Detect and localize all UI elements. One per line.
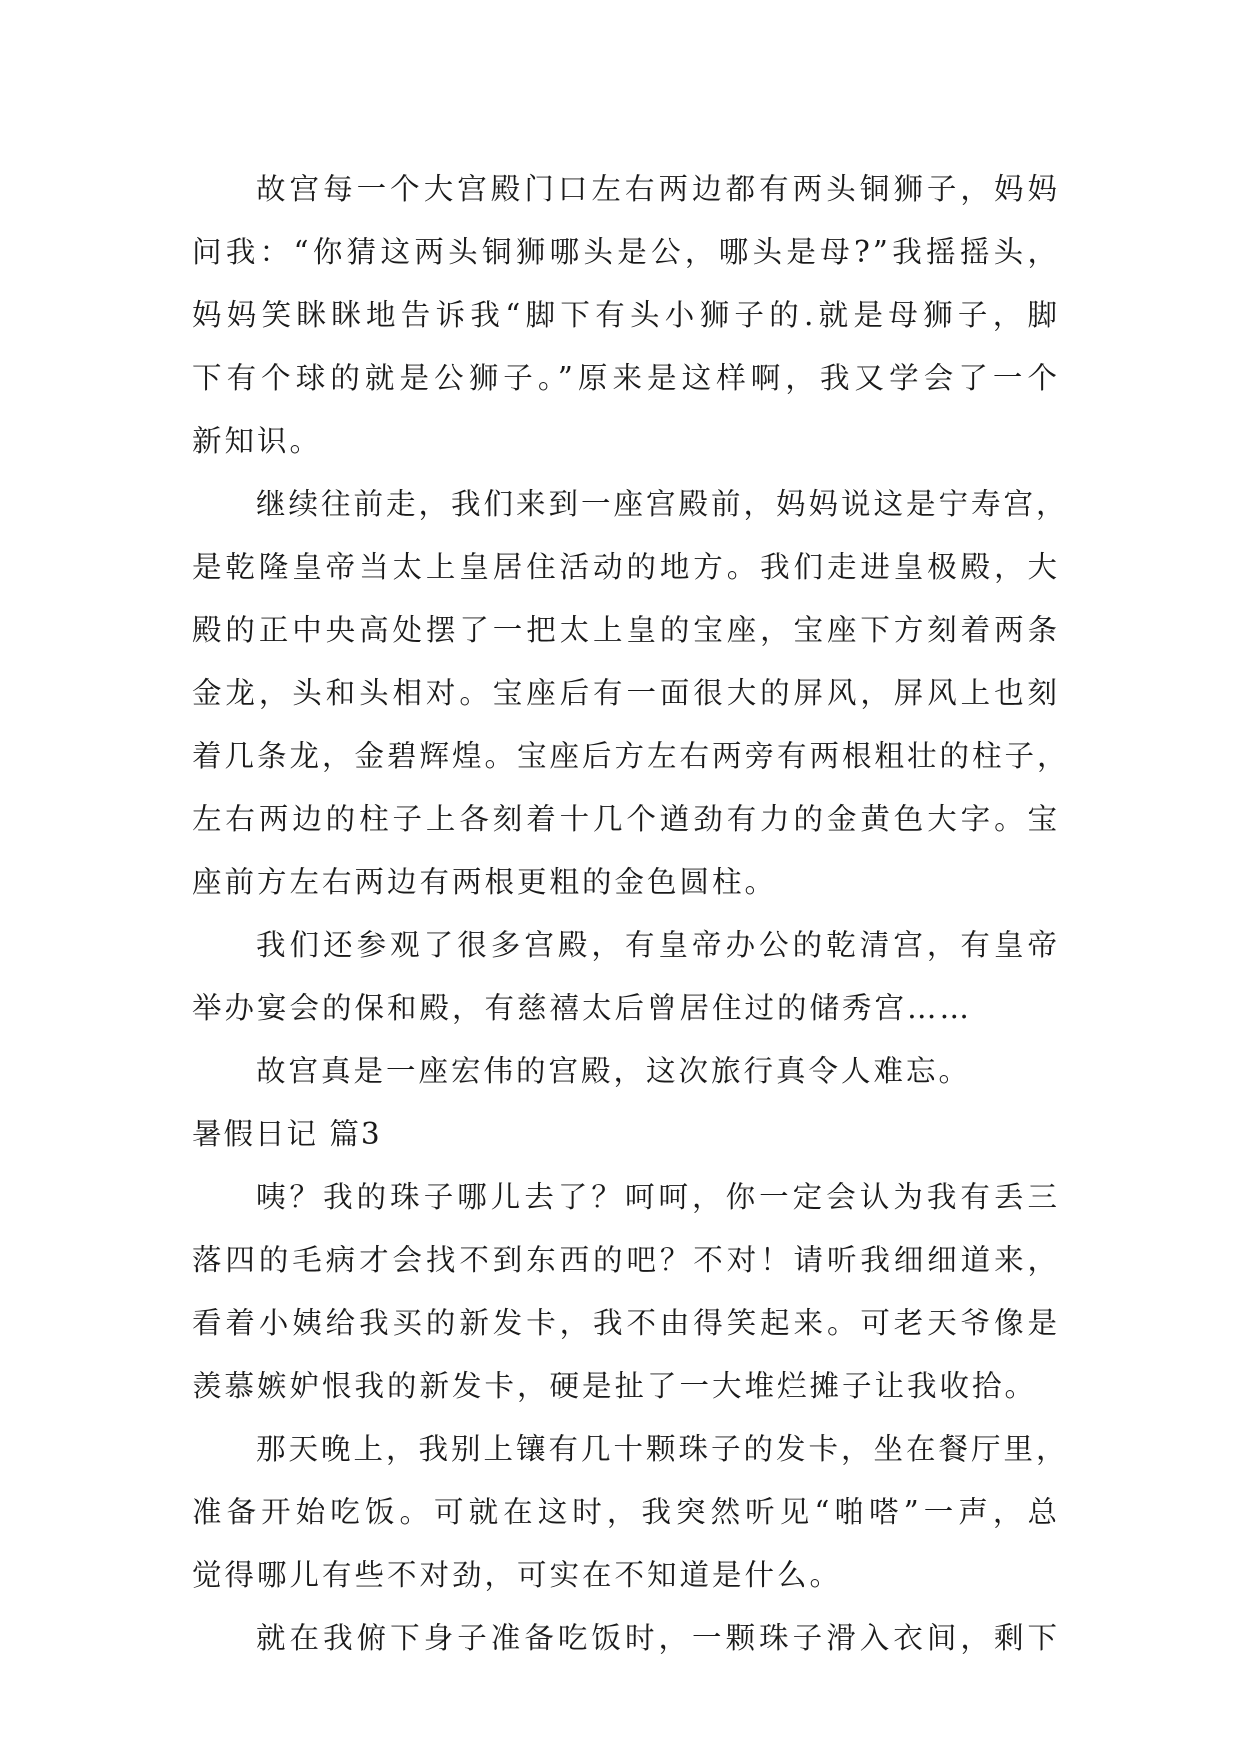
paragraph (192, 1166, 1060, 1418)
paragraph (192, 158, 1060, 473)
paragraph (192, 1418, 1069, 1607)
text-line: 是乾隆皇帝当太上皇居住活动的地方。我们走进皇极殿，大 (192, 550, 1060, 584)
paragraph (192, 1040, 1060, 1103)
text-line: 那天晚上，我别上镶有几十颗珠子的发卡，坐在餐厅里， (256, 1432, 1069, 1466)
text-line: 下有个球的就是公狮子。”原来是这样啊，我又学会了一个 (192, 361, 1060, 395)
text-line: 我们还参观了很多宫殿，有皇帝办公的乾清宫，有皇帝 (256, 928, 1060, 962)
section-heading: 暑假日记 篇3 (192, 1117, 382, 1151)
text-line: 继续往前走，我们来到一座宫殿前，妈妈说这是宁寿宫， (256, 487, 1069, 521)
document-body (192, 158, 1070, 1670)
paragraph (192, 914, 1060, 1040)
text-line: 故宫每一个大宫殿门口左右两边都有两头铜狮子，妈妈 (256, 172, 1060, 206)
text-line: 落四的毛病才会找不到东西的吧？不对！请听我细细道来， (192, 1243, 1060, 1277)
text-line: 觉得哪儿有些不对劲，可实在不知道是什么。 (192, 1558, 843, 1592)
text-line: 金龙，头和头相对。宝座后有一面很大的屏风，屏风上也刻 (192, 676, 1060, 710)
text-line: 就在我俯下身子准备吃饭时，一颗珠子滑入衣间，剩下 (256, 1621, 1060, 1655)
text-line: 殿的正中央高处摆了一把太上皇的宝座，宝座下方刻着两条 (192, 613, 1060, 647)
text-line: 着几条龙，金碧辉煌。宝座后方左右两旁有两根粗壮的柱子， (192, 739, 1070, 773)
text-line: 举办宴会的保和殿，有慈禧太后曾居住过的储秀宫…… (192, 991, 973, 1025)
text-line: 羡慕嫉妒恨我的新发卡，硬是扯了一大堆烂摊子让我收拾。 (192, 1369, 1038, 1403)
text-line: 故宫真是一座宏伟的宫殿，这次旅行真令人难忘。 (256, 1054, 972, 1088)
paragraph (192, 473, 1070, 914)
text-line: 座前方左右两边有两根更粗的金色圆柱。 (192, 865, 778, 899)
text-line: 左右两边的柱子上各刻着十几个遒劲有力的金黄色大字。宝 (192, 802, 1060, 836)
text-line: 咦？我的珠子哪儿去了？呵呵，你一定会认为我有丢三 (256, 1180, 1060, 1214)
text-line: 看着小姨给我买的新发卡，我不由得笑起来。可老天爷像是 (192, 1306, 1060, 1340)
paragraph (192, 1607, 1060, 1670)
text-line: 准备开始吃饭。可就在这时，我突然听见“啪嗒”一声，总 (192, 1495, 1060, 1529)
text-line: 新知识。 (192, 424, 323, 458)
text-line: 问我：“你猜这两头铜狮哪头是公，哪头是母?”我摇摇头， (192, 235, 1060, 269)
text-line: 妈妈笑眯眯地告诉我“脚下有头小狮子的.就是母狮子，脚 (192, 298, 1060, 332)
